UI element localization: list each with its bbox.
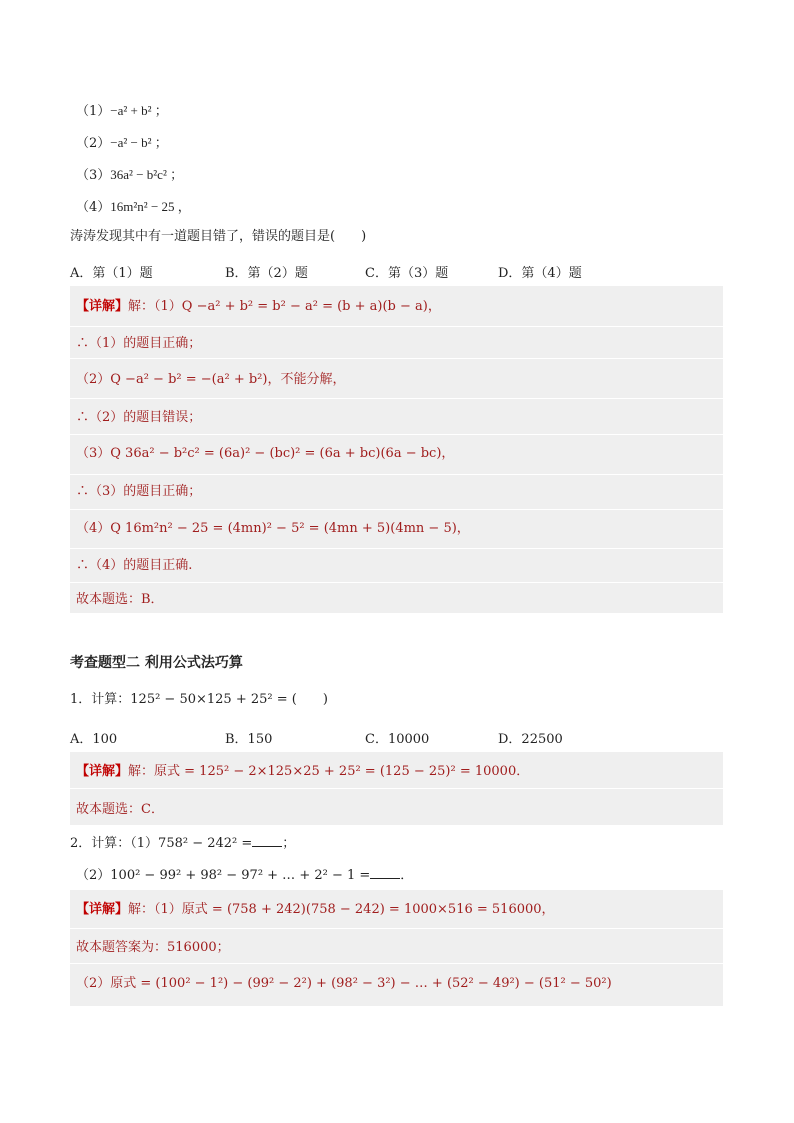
- option-d: D．22500: [498, 732, 563, 747]
- item-3: [76, 167, 183, 184]
- answer-row: 故本题答案为：516000；: [76, 940, 230, 955]
- answer-row: [76, 764, 529, 780]
- question-3-part-2: [76, 866, 413, 884]
- answer-row: 故本题选：B．: [76, 592, 164, 607]
- answer-row: ∴（2）的题目错误；: [76, 410, 202, 425]
- item-1: [76, 103, 168, 120]
- answer-block-2: [70, 752, 723, 825]
- answer-row: 故本题选：C．: [76, 802, 164, 817]
- question-3-part-1: [70, 834, 295, 852]
- option-d: D．第（4）题: [498, 266, 582, 281]
- detail-tag: 【详解】: [76, 299, 129, 314]
- item-4: [76, 199, 191, 216]
- question-text: 涛涛发现其中有一道题目错了，错误的题目是( ): [70, 229, 367, 244]
- item-expr: 16m²n² − 25 ，: [110, 199, 191, 214]
- question-text: （2）100² − 99² + 98² − 97² + … + 2² − 1 =: [76, 868, 371, 883]
- option-c: C．第（3）题: [365, 266, 449, 281]
- item-expr: −a² + b² ；: [110, 103, 168, 118]
- answer-text: 解：（1）原式 = (758 + 242)(758 − 242) = 1000×516 = 516000，: [128, 902, 555, 917]
- option-c: C．10000: [365, 732, 430, 747]
- answer-block-1: [70, 286, 723, 613]
- question-suffix: ；: [282, 836, 296, 851]
- option-a: A．100: [70, 732, 118, 747]
- item-expr: 36a² − b²c² ；: [110, 167, 184, 182]
- option-b: B．150: [225, 732, 273, 747]
- item-expr: −a² − b² ；: [110, 135, 168, 150]
- answer-block-3: [70, 890, 723, 1006]
- question-suffix: ．: [400, 868, 414, 883]
- answer-row: （4）Q 16m²n² − 25 = (4mn)² − 5² = (4mn + 5)(4mn − 5)，: [76, 521, 470, 536]
- answer-row: （2）Q −a² − b² = −(a² + b²)，不能分解，: [76, 372, 346, 387]
- answer-row: ∴（4）的题目正确.: [76, 558, 193, 573]
- option-b: B．第（2）题: [225, 266, 308, 281]
- item-label: （4）: [76, 200, 111, 215]
- answer-blank: [370, 866, 400, 879]
- answer-row: （2）原式 = (100² − 1²) − (99² − 2²) + (98² − 3²) − … + (52² − 49²) − (51² − 50²): [76, 976, 612, 991]
- option-a: A．第（1）题: [70, 266, 153, 281]
- item-2: [76, 135, 168, 152]
- section-title: 考查题型二 利用公式法巧算: [70, 655, 243, 671]
- answer-blank: [252, 834, 282, 847]
- detail-tag: 【详解】: [76, 902, 129, 917]
- answer-text: 解：原式 = 125² − 2×125×25 + 25² = (125 − 25)² = 10000．: [128, 764, 530, 779]
- question-text: 2．计算：（1）758² − 242² =: [70, 836, 253, 851]
- item-label: （3）: [76, 168, 111, 183]
- item-label: （1）: [76, 104, 111, 119]
- answer-row: ∴（1）的题目正确；: [76, 336, 202, 351]
- answer-row: [76, 299, 441, 315]
- question-2: 1．计算：125² − 50×125 + 25² = ( ): [70, 692, 328, 707]
- detail-tag: 【详解】: [76, 764, 129, 779]
- answer-row: ∴（3）的题目正确；: [76, 484, 202, 499]
- answer-row: （3）Q 36a² − b²c² = (6a)² − (bc)² = (6a + bc)(6a − bc)，: [76, 446, 455, 461]
- item-label: （2）: [76, 136, 111, 151]
- answer-row: [76, 902, 555, 918]
- answer-text: 解：（1）Q −a² + b² = b² − a² = (b + a)(b − a)，: [128, 299, 441, 314]
